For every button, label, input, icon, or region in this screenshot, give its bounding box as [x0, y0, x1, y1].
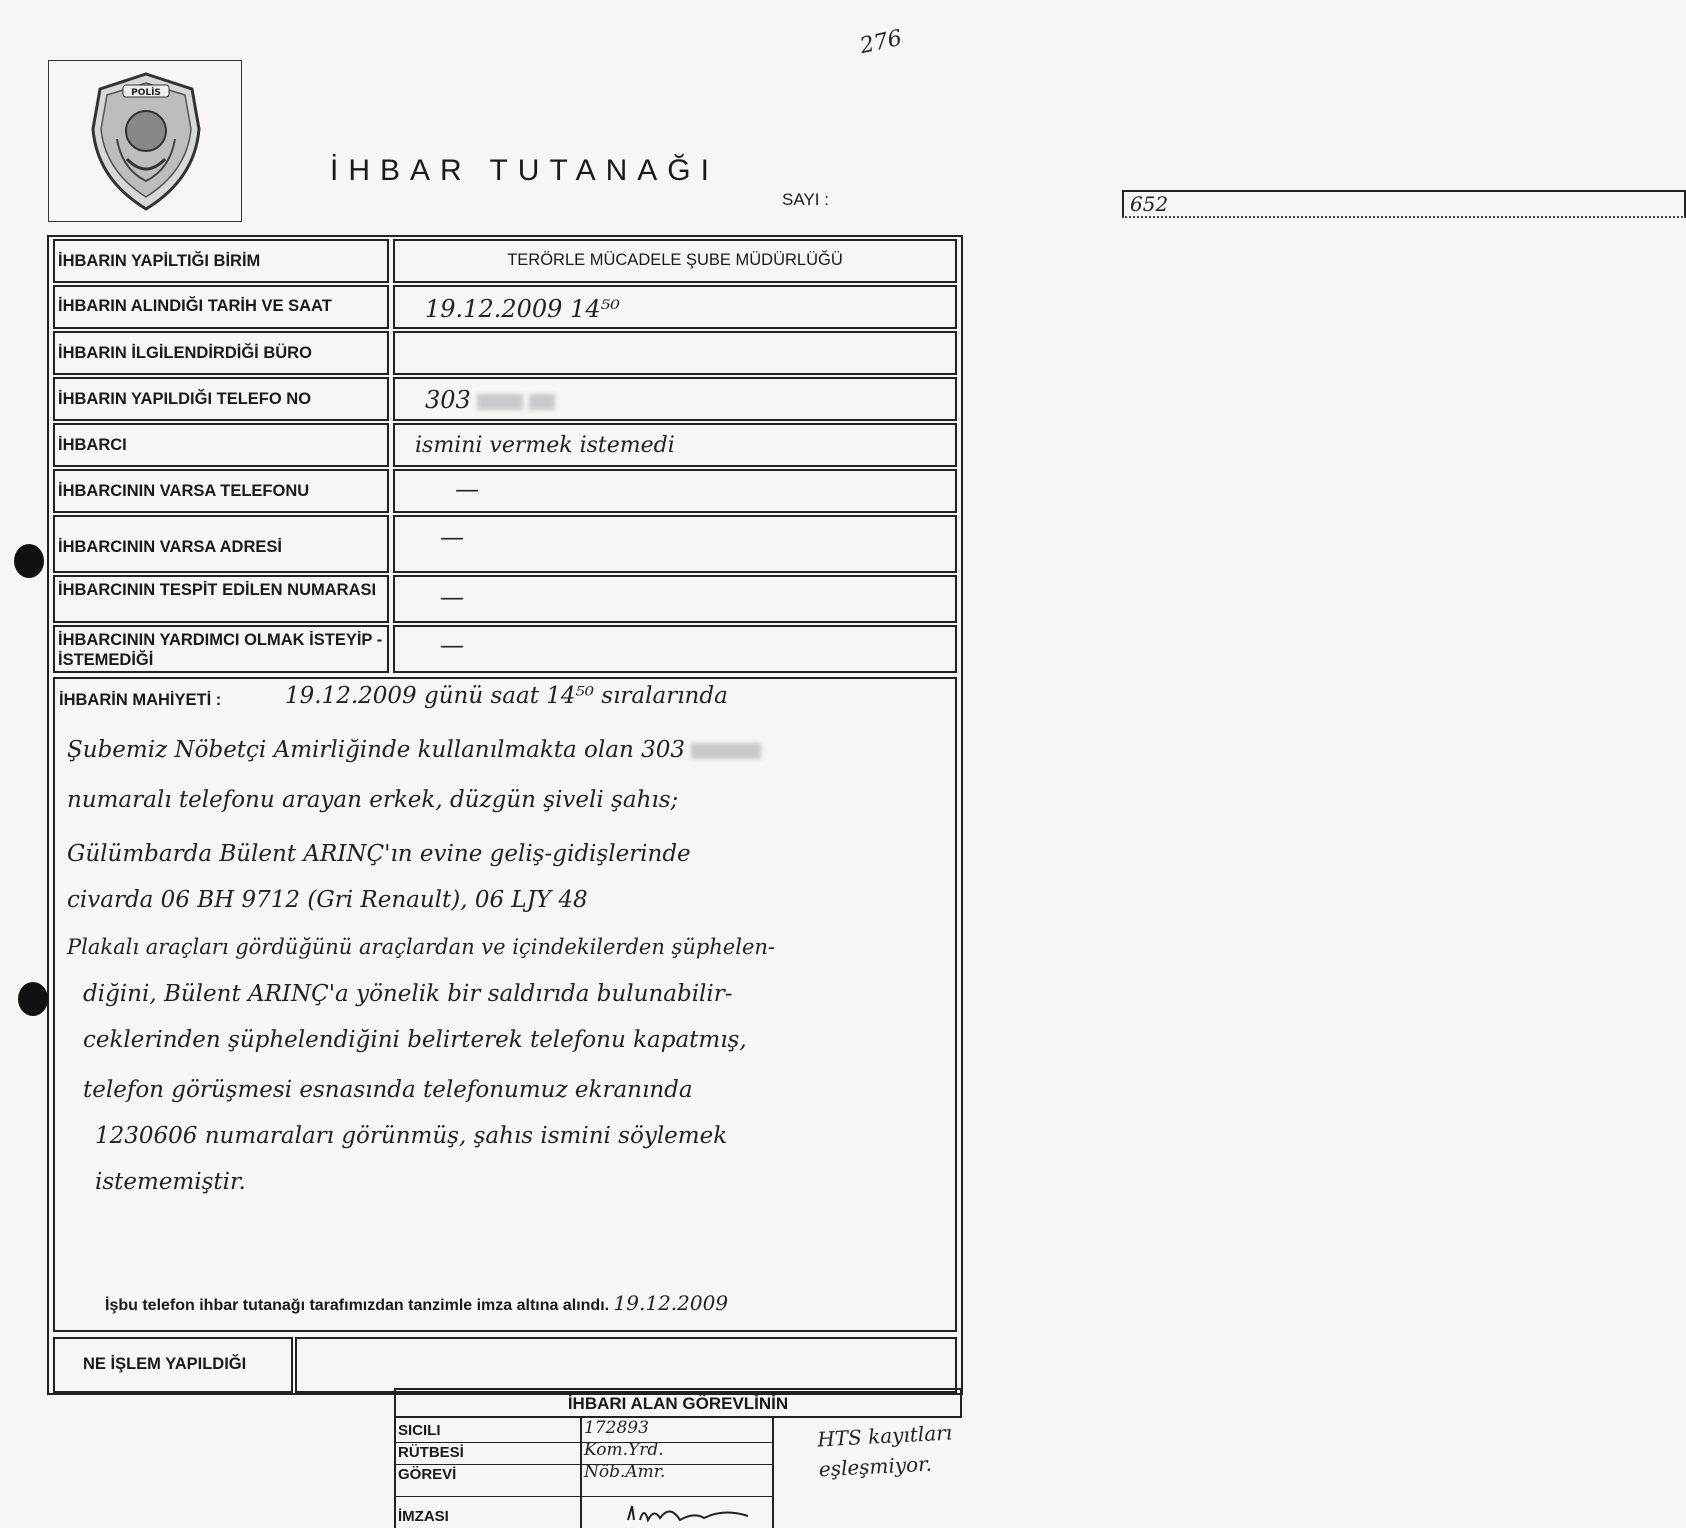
document-title: İHBAR TUTANAĞI — [330, 154, 719, 187]
report-content — [53, 677, 957, 1332]
police-logo-box — [48, 60, 242, 222]
punch-hole — [14, 544, 44, 578]
statement-date: 19.12.2009 — [613, 1291, 729, 1315]
redaction-blur — [691, 743, 761, 759]
row-informant — [53, 423, 957, 467]
statement-text: İşbu telefon ihbar tutanağı tarafımızdan tanzimle imza altına alındı. — [105, 1297, 610, 1314]
action-taken-row — [53, 1337, 957, 1393]
date-time-cell — [393, 285, 957, 329]
row-date-time — [53, 285, 957, 329]
row-unit — [53, 239, 957, 283]
content-line: Plakalı araçları gördüğünü araçlardan ve içindekilerden şüphelen- — [67, 935, 776, 959]
redaction-blur — [529, 394, 555, 410]
date-time-value: 19.12.2009 14⁵⁰ — [425, 295, 620, 323]
row-phone — [53, 377, 957, 421]
footer-statement — [105, 1291, 728, 1315]
redaction-blur — [477, 394, 523, 410]
content-line — [67, 737, 761, 763]
row-label: İHBARCININ TESPİT EDİLEN NUMARASI — [53, 575, 389, 623]
sayi-label: SAYI : — [782, 190, 829, 209]
officer-row-imza — [394, 1498, 774, 1528]
officer-header: İHBARI ALAN GÖREVLİNİN — [394, 1388, 962, 1418]
officer-value: Kom.Yrd. — [584, 1440, 664, 1460]
punch-hole — [18, 982, 48, 1016]
report-form — [47, 235, 963, 1395]
row-label: İHBARCININ VARSA TELEFONU — [53, 469, 389, 513]
row-label: İHBARIN İLGİLENDİRDİĞİ BÜRO — [53, 331, 389, 375]
action-taken-value — [295, 1337, 957, 1393]
sayi-value: 652 — [1122, 190, 1686, 218]
officer-value: Nöb.Amr. — [584, 1462, 666, 1482]
row-label: İHBARIN ALINDIĞI TARİH VE SAAT — [53, 285, 389, 329]
row-bureau — [53, 331, 957, 375]
row-label: İHBARCININ YARDIMCI OLMAK İSTEYİP - İSTEMEDİĞİ — [53, 625, 389, 673]
content-line: diğini, Bülent ARINÇ'a yönelik bir saldırıda bulunabilir- — [83, 981, 733, 1007]
row-label: İHBARIN YAPILDIĞI TELEFO NO — [53, 377, 389, 421]
row-detected-number — [53, 575, 957, 623]
officer-row-gorev — [394, 1464, 774, 1497]
signature-icon — [624, 1502, 754, 1526]
officer-value: 172893 — [584, 1418, 649, 1438]
content-line: Gülümbarda Bülent ARINÇ'ın evine geliş-gidişlerinde — [67, 841, 691, 867]
phone-value: 303 — [425, 386, 471, 414]
row-label: İHBARCININ VARSA ADRESİ — [53, 515, 389, 573]
page-number: 276 — [857, 25, 905, 60]
detected-number-cell — [393, 575, 957, 623]
willing-value: — — [440, 631, 464, 659]
detected-number-value: — — [440, 583, 464, 611]
officer-label: İMZASI — [398, 1508, 449, 1525]
phone-cell — [393, 377, 957, 421]
row-label: İHBARCI — [53, 423, 389, 467]
willing-cell — [393, 625, 957, 673]
informant-phone-cell — [393, 469, 957, 513]
content-line: 19.12.2009 günü saat 14⁵⁰ sıralarında — [285, 683, 728, 709]
logo-text: POLİS — [131, 88, 161, 98]
content-line: telefon görüşmesi esnasında telefonumuz ekranında — [83, 1077, 693, 1103]
content-line: 1230606 numaraları görünmüş, şahıs ismini söylemek — [95, 1123, 728, 1149]
content-line: istememiştir. — [95, 1169, 246, 1195]
police-badge-icon — [87, 69, 205, 214]
informant-value: ismini vermek istemedi — [415, 433, 675, 458]
officer-label: RÜTBESİ — [398, 1444, 464, 1461]
informant-address-value: — — [440, 523, 464, 551]
bureau-value — [393, 331, 957, 375]
content-line: civarda 06 BH 9712 (Gri Renault), 06 LJY 48 — [67, 887, 588, 913]
row-willing — [53, 625, 957, 673]
content-line-text: Şubemiz Nöbetçi Amirliğinde kullanılmakta olan 303 — [67, 737, 685, 763]
content-line: numaralı telefonu arayan erkek, düzgün şiveli şahıs; — [67, 787, 679, 813]
officer-label: GÖREVİ — [398, 1466, 457, 1483]
informant-phone-value: — — [455, 475, 479, 503]
informant-address-cell — [393, 515, 957, 573]
row-informant-phone — [53, 469, 957, 513]
officer-label: SICILI — [398, 1422, 441, 1439]
unit-value: TERÖRLE MÜCADELE ŞUBE MÜDÜRLÜĞÜ — [393, 239, 957, 283]
row-label: İHBARIN YAPİLTIĞI BİRİM — [53, 239, 389, 283]
sayi-field — [782, 190, 1169, 216]
margin-note: HTS kayıtları eşleşmiyor. — [816, 1420, 953, 1482]
content-label: İHBARİN MAHİYETİ : — [59, 691, 222, 709]
action-taken-label: NE İŞLEM YAPILDIĞI — [53, 1337, 293, 1393]
row-informant-address — [53, 515, 957, 573]
content-line: ceklerinden şüphelendiğini belirterek telefonu kapatmış, — [83, 1027, 747, 1053]
informant-cell — [393, 423, 957, 467]
